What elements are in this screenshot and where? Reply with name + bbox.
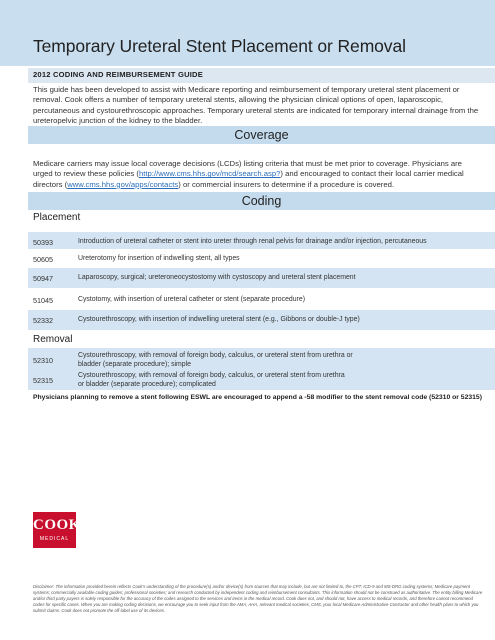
removal-codes-block bbox=[28, 348, 495, 390]
logo-subtext: MEDICAL bbox=[39, 536, 70, 542]
cpt-code: 52332 bbox=[33, 316, 53, 325]
removal-heading: Removal bbox=[33, 334, 73, 345]
logo-wordmark: COOK bbox=[33, 517, 81, 533]
cook-medical-logo bbox=[33, 512, 81, 548]
cpt-code: 51045 bbox=[33, 296, 53, 305]
coding-heading: Coding bbox=[241, 194, 282, 208]
page-title: Temporary Ureteral Stent Placement or Removal bbox=[33, 36, 406, 56]
cpt-code: 50947 bbox=[33, 274, 53, 283]
coverage-heading: Coverage bbox=[234, 128, 289, 142]
cpt-code: 52315 bbox=[33, 376, 53, 385]
code-row bbox=[28, 268, 495, 288]
code-description: Cystourethroscopy, with insertion of indwelling ureteral stent (e.g., Gibbons or double-J type) bbox=[78, 316, 360, 323]
eswl-note: Physicians planning to remove a stent following ESWL are encouraged to append a -58 modifier to the stent removal code (52310 or 52315) bbox=[33, 394, 482, 401]
code-description-line: or bladder (separate procedure); complicated bbox=[78, 381, 216, 388]
coverage-text-c: ) or commercial insurers to determine if a procedure is covered. bbox=[178, 179, 395, 189]
code-description-line: Cystourethroscopy, with removal of foreign body, calculus, or ureteral stent from urethra bbox=[78, 372, 345, 379]
code-description: Laparoscopy, surgical; ureteroneocystostomy with cystoscopy and ureteral stent placement bbox=[78, 274, 356, 281]
code-row bbox=[28, 249, 495, 269]
disclaimer-text: Disclaimer: The information provided herein reflects Cook's understanding of the procedure(s) and/or device(s) from sources that may include, but are not limited to, the CPT, ICD-9 and MS-DRG coding systems; Medicare payment systems; commercially available coding guides; professional societies; and research conducted by independent coding and reimbursement consultants. This information should not be construed as authoritative. The entity billing Medicare and/or third party payers is solely responsible for the accuracy of the codes assigned to the services and items in the medical record. Cook does not, and should not, have access to medical records, and therefore cannot recommend codes for specific cases. When you are making coding decisions, we encourage you to seek input from the AMA, AHA, relevant medical societies, CMS, your local Medicare Administrative Contractor and other health plans to which you submit claims. Cook does not promote the off-label use of its devices. bbox=[33, 584, 483, 613]
code-description: Cystotomy, with insertion of ureteral catheter or stent (separate procedure) bbox=[78, 296, 305, 303]
coverage-text-b: ) and encouraged to contact their local carrier medical directors ( bbox=[33, 169, 464, 189]
lcd-search-link[interactable]: http://www.cms.hhs.gov/mcd/search.asp? bbox=[138, 169, 281, 179]
cpt-code: 52310 bbox=[33, 356, 53, 365]
cpt-code: 50605 bbox=[33, 255, 53, 264]
code-description-line: Cystourethroscopy, with removal of foreign body, calculus, or ureteral stent from urethra or bbox=[78, 352, 353, 359]
code-row bbox=[28, 290, 495, 310]
coverage-text-a: Medicare carriers may issue local coverage decisions (LCDs) listing criteria that must be met prior to coverage. Physicians are urged to review these policies ( bbox=[33, 159, 462, 179]
code-description: Introduction of ureteral catheter or stent into ureter through renal pelvis for drainage and/or injection, percutaneous bbox=[78, 238, 427, 245]
code-row bbox=[28, 310, 495, 330]
code-description bbox=[78, 371, 408, 389]
intro-paragraph: This guide has been developed to assist with Medicare reporting and reimbursement of temporary ureteral stent placement or removal. Cook offers a number of temporary ureteral stents, allowing the physician clinical options of open, laparoscopic, percutaneous and cystourethroscopic approaches. Temporary ureteral stents are indicated for temporary internal drainage from the ureteropelvic junction of the kidney to the bladder. bbox=[33, 85, 479, 126]
code-description bbox=[78, 351, 408, 369]
cpt-code: 50393 bbox=[33, 238, 53, 247]
code-description-line: bladder (separate procedure); simple bbox=[78, 361, 191, 368]
contacts-link[interactable]: www.cms.hhs.gov/apps/contacts bbox=[67, 179, 179, 189]
guide-subtitle: 2012 CODING AND REIMBURSEMENT GUIDE bbox=[33, 70, 204, 79]
code-description: Ureterotomy for insertion of indwelling stent, all types bbox=[78, 255, 240, 262]
placement-heading: Placement bbox=[33, 212, 81, 223]
coverage-paragraph bbox=[33, 159, 483, 190]
